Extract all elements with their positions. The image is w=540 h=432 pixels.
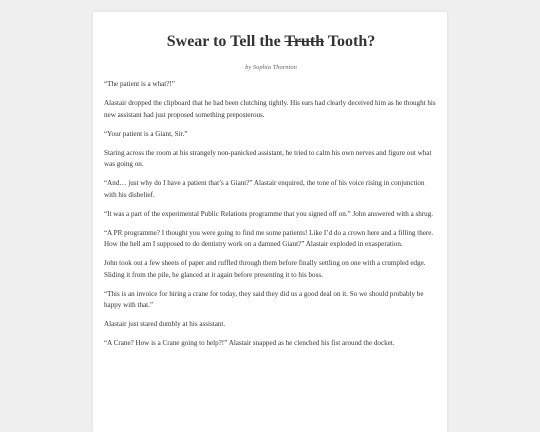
story-paragraph: Alastair just stared dumbly at his assistant.	[104, 320, 226, 329]
story-paragraph: Staring across the room at his strangely non-panicked assistant, he tried to calm his own nerves and figure out what was going on.	[104, 148, 432, 169]
story-paragraph: Alastair dropped the clipboard that he had been clutching tightly. His ears had clearly deceived him as he thought his new assistant had just proposed something preposterous.	[104, 98, 436, 119]
article-body	[104, 79, 438, 350]
title-end: Tooth?	[327, 33, 376, 50]
title-struck-word: Truth	[284, 33, 325, 50]
article-page	[93, 12, 447, 432]
title-start: Swear to Tell the	[166, 33, 281, 50]
story-paragraph: “And… just why do I have a patient that’s a Giant?” Alastair enquired, the tone of his voice rising in conjunction with his disbelief.	[104, 179, 425, 199]
story-paragraph: “Your patient is a Giant, Sir.”	[104, 129, 188, 138]
article-byline: by Sophia Thornton	[245, 64, 297, 71]
story-paragraph: “This is an invoice for hiring a crane for today, they said they did us a good deal on it. So we should probably be happy with that.”	[104, 289, 424, 310]
article-title	[104, 32, 438, 52]
story-paragraph: John took out a few sheets of paper and ruffled through them before finally settling on one with a crumpled edge. Sliding it from the pile, he glanced at it again before presenting it to his boss.	[104, 259, 426, 279]
story-paragraph: “A Crane? How is a Crane going to help?!” Alastair snapped as he clenched his fist around the docket.	[104, 339, 395, 348]
story-paragraph: “A PR programme? I thought you were going to find me some patients! Like I’d do a crown here and a filling there. How the hell am I supposed to do dentistry work on a damned Giant?” Alastair exploded in exasperation.	[104, 228, 434, 249]
story-paragraph: “It was a part of the experimental Public Relations programme that you signed off on.” John answered with a shrug.	[104, 209, 434, 218]
story-paragraph: “The patient is a what?!”	[104, 80, 175, 88]
